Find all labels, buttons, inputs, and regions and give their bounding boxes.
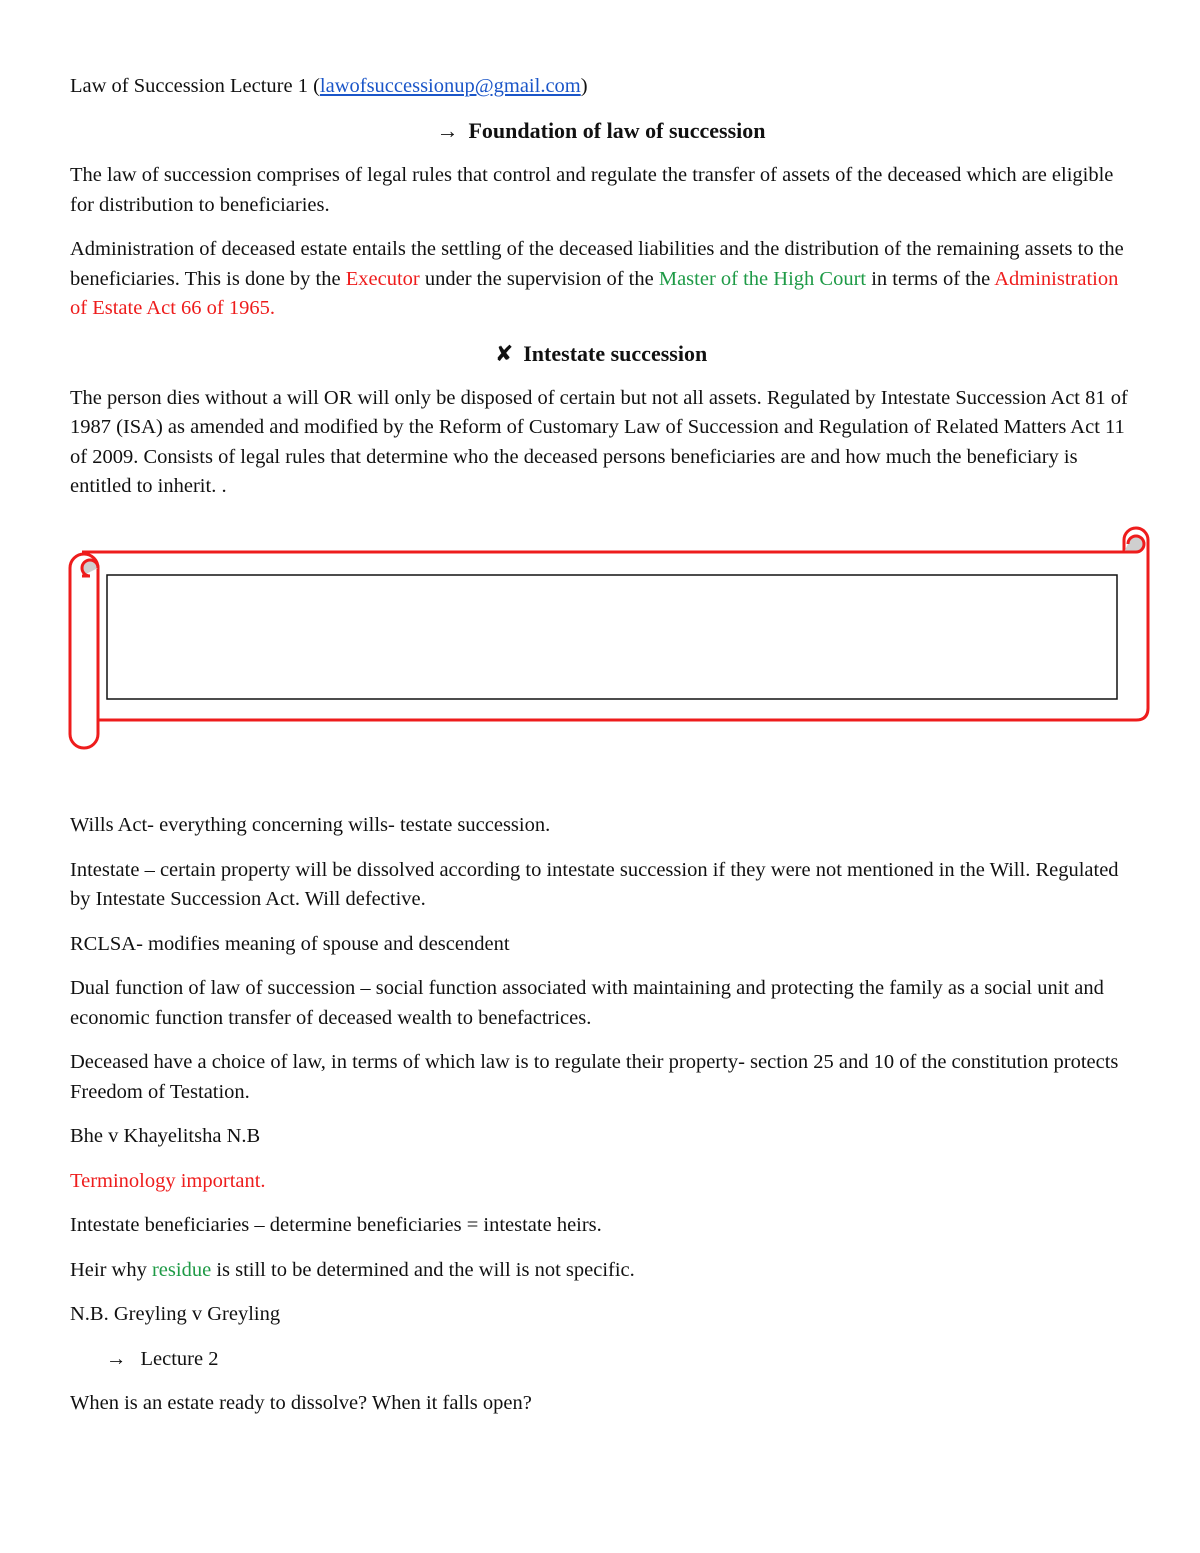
document-title — [70, 72, 1132, 101]
note-greyling-case: N.B. Greyling v Greyling — [70, 1303, 281, 1325]
admin-text-1: Administration of deceased estate entails the settling of the deceased liabilities and the distribution of the remaining assets to the beneficiaries. This is done by the — [70, 238, 1124, 290]
notes-section — [70, 811, 1132, 1434]
arrow-right-icon: → — [436, 118, 459, 143]
paragraph-intestate: The person dies without a will OR will only be disposed of certain but not all assets. Regulated by Intestate Succession Act 81 of 1987 (ISA) as amended and modified by the Reform of Customary Law of Succession and Regulation of Related Matters Act 11 of 2009. Consists of legal rules that determine who the deceased persons beneficiaries are and how much the beneficiary is entitled to inherit. . — [70, 386, 1128, 497]
note-intestate: Intestate – certain property will be dissolved according to intestate succession if they were not mentioned in the Will. Regulated by Intestate Succession Act. Will defective. — [70, 858, 1119, 910]
scroll-left-curl — [82, 560, 98, 576]
residue-term: residue — [151, 1258, 212, 1281]
heading-intestate — [70, 339, 1132, 369]
note-question: When is an estate ready to dissolve? When it falls open? — [70, 1392, 532, 1414]
title-prefix: Law of Succession Lecture 1 ( — [70, 75, 320, 97]
note-bhe-case: Bhe v Khayelitsha N.B — [70, 1125, 261, 1147]
executor-term: Executor — [345, 267, 420, 290]
note-intestate-beneficiaries: Intestate beneficiaries – determine beneficiaries = intestate heirs. — [70, 1214, 602, 1236]
note-wills-act: Wills Act- everything concerning wills- testate succession. — [70, 814, 551, 836]
scroll-inner-box — [107, 575, 1117, 699]
note-dual-function: Dual function of law of succession – social function associated with maintaining and protecting the family as a social unit and economic function transfer of deceased wealth to benefactrices. — [70, 977, 1104, 1029]
paragraph-law-of-succession: The law of succession comprises of legal rules that control and regulate the transfer of assets of the deceased which are eligible for distribution to beneficiaries. — [70, 164, 1114, 216]
heir-prefix: Heir why — [70, 1258, 152, 1281]
heading-foundation — [70, 116, 1132, 146]
arrow-right-icon: → — [106, 1347, 127, 1370]
cross-mark-icon: ✘ — [494, 340, 514, 366]
scroll-banner-shape — [66, 522, 1150, 754]
note-heir — [70, 1256, 1132, 1286]
document-body — [70, 72, 1132, 502]
note-lecture-2 — [70, 1345, 1132, 1375]
heir-suffix: is still to be determined and the will is not specific. — [211, 1258, 635, 1281]
email-link[interactable]: lawofsuccessionup@gmail.com — [319, 75, 581, 97]
heading-foundation-text: Foundation of law of succession — [468, 118, 766, 143]
lecture-2-label: Lecture 2 — [140, 1347, 219, 1370]
note-terminology: Terminology important. — [70, 1169, 266, 1192]
admin-text-2: under the supervision of the — [419, 267, 659, 290]
admin-text-3: in terms of the — [866, 267, 995, 290]
scroll-right-curl — [1124, 536, 1144, 552]
note-rclsa: RCLSA- modifies meaning of spouse and descendent — [70, 932, 510, 955]
master-high-court-term: Master of the High Court — [658, 267, 867, 290]
administration-act-term: Administration of Estate Act 66 of 1965. — [70, 267, 1119, 319]
heading-intestate-text: Intestate succession — [523, 340, 708, 366]
note-choice-of-law: Deceased have a choice of law, in terms of which law is to regulate their property- section 25 and 10 of the constitution protects Freedom of Testation. — [70, 1051, 1119, 1103]
paragraph-administration — [70, 235, 1132, 324]
title-suffix: ) — [580, 75, 588, 97]
